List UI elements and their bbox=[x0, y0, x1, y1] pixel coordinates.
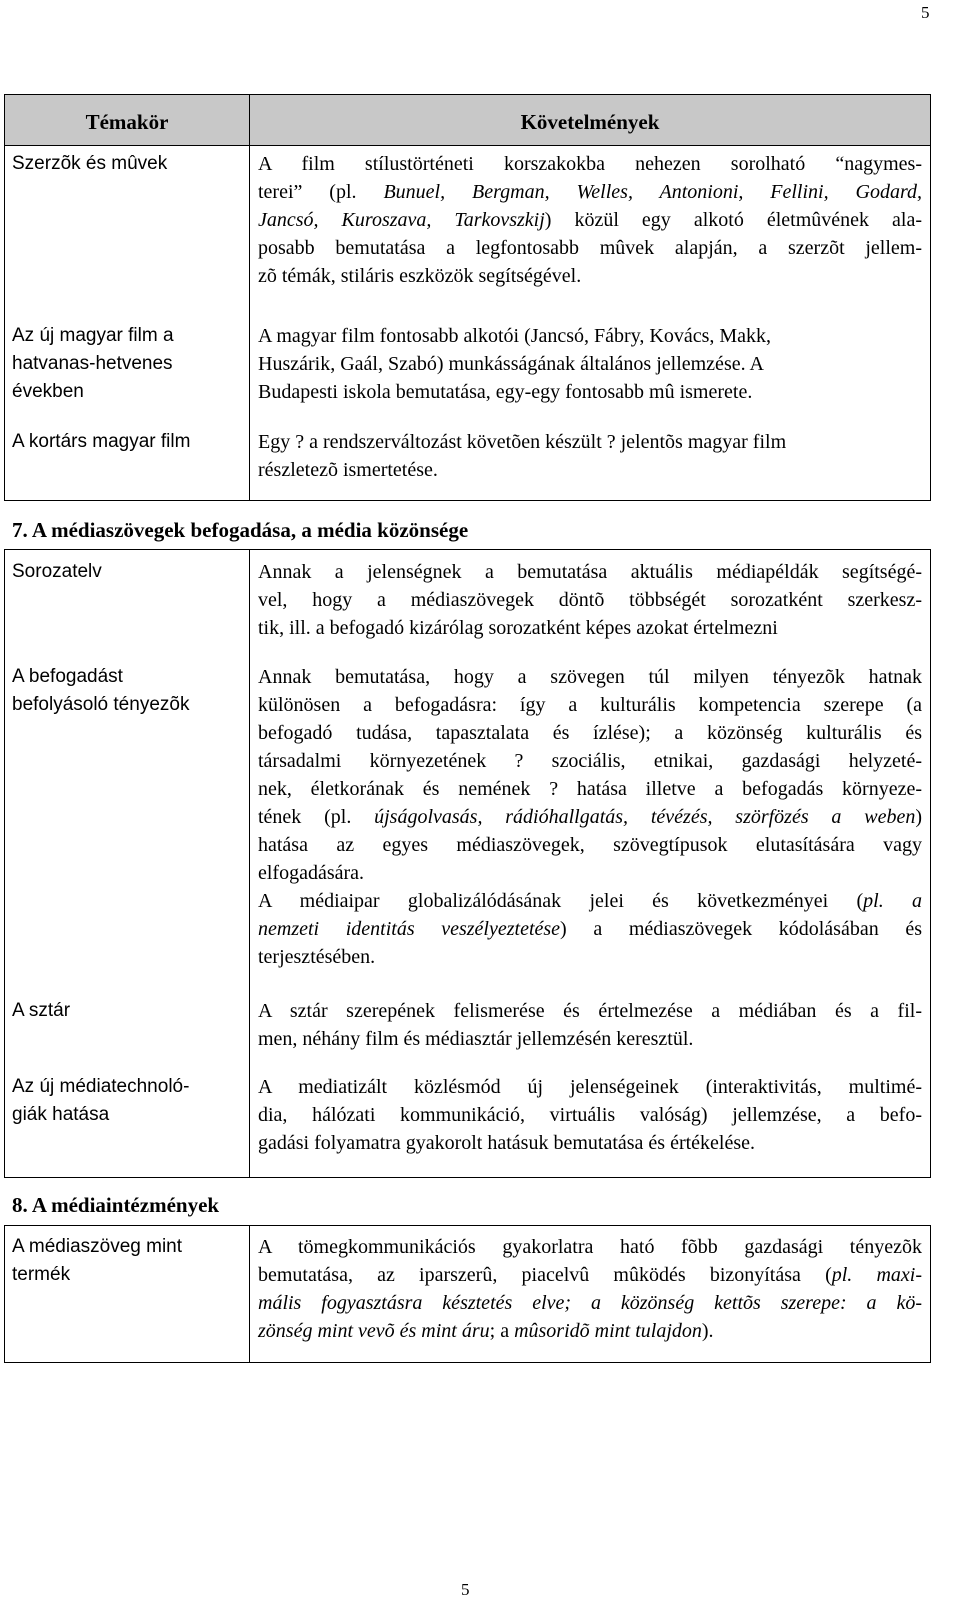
table7-border-left bbox=[4, 549, 5, 1178]
req-line: gadási folyamatra gyakorolt hatásuk bemutatása és értékelése. bbox=[258, 1132, 756, 1154]
table7-border-top bbox=[4, 549, 931, 550]
req-text: ) bbox=[915, 806, 922, 828]
requirement-az-uj-magyar-film bbox=[258, 322, 922, 406]
req-line: társadalmi környezetének ? szociális, etnikai, gazdasági helyzeté- bbox=[258, 750, 922, 772]
topic-line: hatvanas-hetvenes bbox=[12, 353, 173, 374]
req-line: A film stílustörténeti korszakokba nehezen sorolható “nagymes- bbox=[258, 153, 922, 175]
topic-line: giák hatása bbox=[12, 1104, 110, 1125]
requirement-befogadast-befolyasolo bbox=[258, 663, 922, 971]
req-text: bemutatása, az iparszerû, piacelvû mûködés bizonyítása ( bbox=[258, 1264, 832, 1286]
req-text: A médiaipar globalizálódásának jelei és következményei ( bbox=[258, 890, 864, 912]
req-text: ). bbox=[701, 1320, 714, 1342]
req-line: vel, hogy a médiaszövegek döntõ többségét sorozatként szerkesz- bbox=[258, 589, 922, 611]
topic-line: Szerzõk és mûvek bbox=[12, 153, 168, 174]
req-line: A mediatizált közlésmód új jelenségeinek (interaktivitás, multimé- bbox=[258, 1076, 922, 1098]
topic-befogadast-befolyasolo bbox=[12, 663, 189, 719]
req-line: Budapesti iskola bemutatása, egy-egy fontosabb mû ismerete. bbox=[258, 381, 753, 403]
table8-column-divider bbox=[249, 1225, 250, 1363]
header-topic: Témakör bbox=[85, 110, 169, 134]
section-8-title: 8. A médiaintézmények bbox=[12, 1193, 220, 1217]
req-line bbox=[258, 915, 922, 943]
requirement-szerzok-es-muvek bbox=[258, 150, 922, 290]
req-text: ) közül egy alkotó életmûvének ala- bbox=[544, 209, 923, 231]
table8-border-left bbox=[4, 1225, 5, 1363]
req-line bbox=[258, 1289, 922, 1317]
req-italic: zönség mint vevõ és mint áru bbox=[258, 1320, 490, 1342]
topic-line: Az új magyar film a bbox=[12, 325, 174, 346]
requirement-a-kortars-magyar-film bbox=[258, 428, 922, 484]
topic-uj-mediatechnologiak bbox=[12, 1073, 189, 1129]
topic-a-kortars-magyar-film bbox=[12, 428, 190, 456]
table1-column-divider bbox=[249, 94, 250, 501]
req-line: zõ témák, stiláris eszközök segítségével. bbox=[258, 265, 582, 287]
req-text: ; a bbox=[489, 1320, 515, 1342]
req-line: Annak bemutatása, hogy a szövegen túl milyen tényezõk hatnak bbox=[258, 666, 922, 688]
req-line: posabb bemutatása a legfontosabb mûvek alapján, a szerzõt jellem- bbox=[258, 237, 922, 259]
req-line bbox=[258, 1261, 922, 1289]
requirement-uj-mediatechnologiak bbox=[258, 1073, 922, 1157]
table1-header-divider bbox=[4, 145, 931, 146]
table7-column-divider bbox=[249, 549, 250, 1178]
table8-border-right bbox=[930, 1225, 931, 1363]
topic-line: Sorozatelv bbox=[12, 561, 102, 582]
req-italic: mális fogyasztásra késztetés elve; a közönség kettõs szerepe: a kö- bbox=[258, 1292, 922, 1314]
req-line bbox=[258, 206, 922, 234]
req-line: men, néhány film és médiasztár jellemzésén keresztül. bbox=[258, 1028, 694, 1050]
req-line: terjesztésében. bbox=[258, 946, 376, 968]
req-line bbox=[258, 1317, 922, 1345]
topic-line: években bbox=[12, 381, 84, 402]
header-requirements: Követelmények bbox=[520, 110, 660, 134]
req-line: Huszárik, Gaál, Szabó) munkásságának általános jellemzése. A bbox=[258, 353, 764, 375]
req-italic: pl. maxi- bbox=[831, 1264, 922, 1286]
topic-line: A befogadást bbox=[12, 666, 123, 687]
topic-line: A sztár bbox=[12, 1000, 71, 1021]
req-italic: pl. a bbox=[863, 890, 922, 912]
req-line bbox=[258, 803, 922, 831]
topic-line: termék bbox=[12, 1264, 71, 1285]
table1-border-right bbox=[930, 94, 931, 501]
req-line: A magyar film fontosabb alkotói (Jancsó, Fábry, Kovács, Makk, bbox=[258, 325, 772, 347]
topic-a-sztar bbox=[12, 997, 70, 1025]
req-line: elfogadására. bbox=[258, 862, 365, 884]
req-text: tének (pl. bbox=[258, 806, 375, 828]
topic-szerzok-es-muvek bbox=[12, 150, 167, 178]
topic-mediaszoveg-mint-termek bbox=[12, 1233, 182, 1289]
req-line: nek, életkorának és nemének ? hatása illetve a befogadás környeze- bbox=[258, 778, 922, 800]
table1-border-bottom bbox=[4, 500, 931, 501]
req-italic: nemzeti identitás veszélyeztetése bbox=[258, 918, 561, 940]
section-7-title: 7. A médiaszövegek befogadása, a média közönsége bbox=[12, 518, 469, 542]
table1-border-top bbox=[4, 94, 931, 95]
req-italic: Bunuel, Bergman, Welles, Antonioni, Fellini, Godard, bbox=[383, 181, 922, 203]
requirement-mediaszoveg-mint-termek bbox=[258, 1233, 922, 1345]
req-line: Egy ? a rendszerváltozást követõen készült ? jelentõs magyar film bbox=[258, 431, 787, 453]
requirement-sorozatelv bbox=[258, 558, 922, 642]
req-line: A tömegkommunikációs gyakorlatra ható fõbb gazdasági tényezõk bbox=[258, 1236, 922, 1258]
req-line: tik, ill. a befogadó kizárólag sorozatként képes azokat értelmezni bbox=[258, 617, 778, 639]
table7-border-right bbox=[930, 549, 931, 1178]
req-text: terei” (pl. bbox=[258, 181, 384, 203]
topic-line: A médiaszöveg mint bbox=[12, 1236, 183, 1257]
page-number-top: 5 bbox=[921, 3, 930, 22]
req-italic: újságolvasás, rádióhallgatás, tévézés, szörfözés a weben bbox=[374, 806, 916, 828]
table8-border-bottom bbox=[4, 1362, 931, 1363]
req-text: ) a médiaszövegek kódolásában és bbox=[560, 918, 922, 940]
topic-sorozatelv bbox=[12, 558, 102, 586]
req-line bbox=[258, 178, 922, 206]
req-line: A sztár szerepének felismerése és értelmezése a médiában és a fil- bbox=[258, 1000, 922, 1022]
req-line: dia, hálózati kommunikáció, virtuális valóság) jellemzése, a befo- bbox=[258, 1104, 922, 1126]
req-line: Annak a jelenségnek a bemutatása aktuális médiapéldák segítségé- bbox=[258, 561, 922, 583]
req-line: hatása az egyes médiaszövegek, szövegtípusok elutasítására vagy bbox=[258, 834, 922, 856]
req-line: részletezõ ismertetése. bbox=[258, 459, 438, 481]
table7-border-bottom bbox=[4, 1177, 931, 1178]
topic-line: Az új médiatechnoló- bbox=[12, 1076, 190, 1097]
topic-az-uj-magyar-film bbox=[12, 322, 174, 406]
table1-border-left bbox=[4, 94, 5, 501]
table8-border-top bbox=[4, 1225, 931, 1226]
req-line: befogadó tudása, tapasztalata és ízlése); a közönség kulturális és bbox=[258, 722, 922, 744]
page-number-bottom: 5 bbox=[461, 1580, 470, 1599]
topic-line: befolyásoló tényezõk bbox=[12, 694, 190, 715]
req-line: különösen a befogadásra: így a kulturális kompetencia szerepe (a bbox=[258, 694, 922, 716]
requirement-a-sztar bbox=[258, 997, 922, 1053]
req-italic: Jancsó, Kuroszava, Tarkovszkij bbox=[258, 209, 545, 231]
topic-line: A kortárs magyar film bbox=[12, 431, 191, 452]
req-italic: mûsoridõ mint tulajdon bbox=[514, 1320, 702, 1342]
req-line bbox=[258, 887, 922, 915]
